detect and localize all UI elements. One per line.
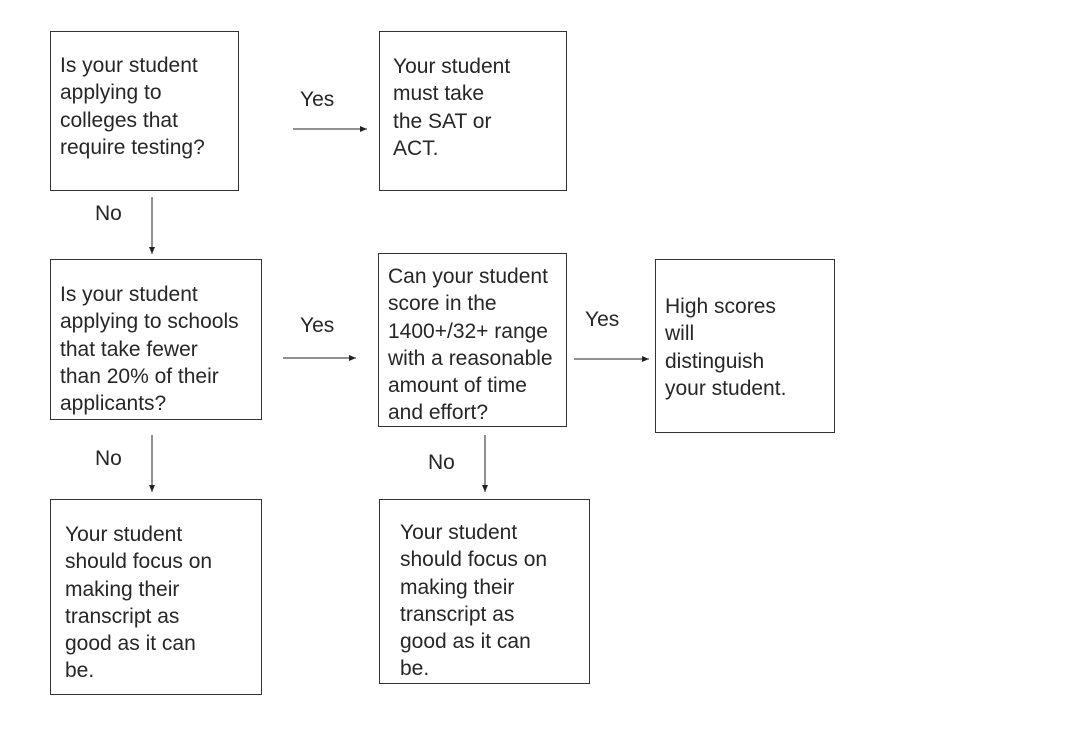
edge-label-high-score-no: No (428, 451, 455, 474)
edge-label-testing-yes: Yes (300, 88, 335, 111)
question-high-score: Can your student score in the 1400+/32+ range with a reasonable amount of time and effort? (378, 253, 567, 427)
result-focus-transcript-left: Your student should focus on making their transcript as good as it can be. (50, 499, 262, 695)
result-focus-transcript-right: Your student should focus on making their transcript as good as it can be. (379, 499, 590, 684)
question-selective-schools: Is your student applying to schools that take fewer than 20% of their applicants? (50, 259, 262, 420)
question-requires-testing: Is your student applying to colleges that require testing? (50, 31, 239, 191)
result-high-scores-distinguish: High scores will distinguish your student. (655, 259, 835, 433)
result-must-take-sat-act: Your student must take the SAT or ACT. (379, 31, 567, 191)
edge-label-selective-no: No (95, 447, 122, 470)
edge-label-selective-yes: Yes (300, 314, 335, 337)
edge-label-testing-no: No (95, 202, 122, 225)
edge-label-high-score-yes: Yes (585, 308, 620, 331)
